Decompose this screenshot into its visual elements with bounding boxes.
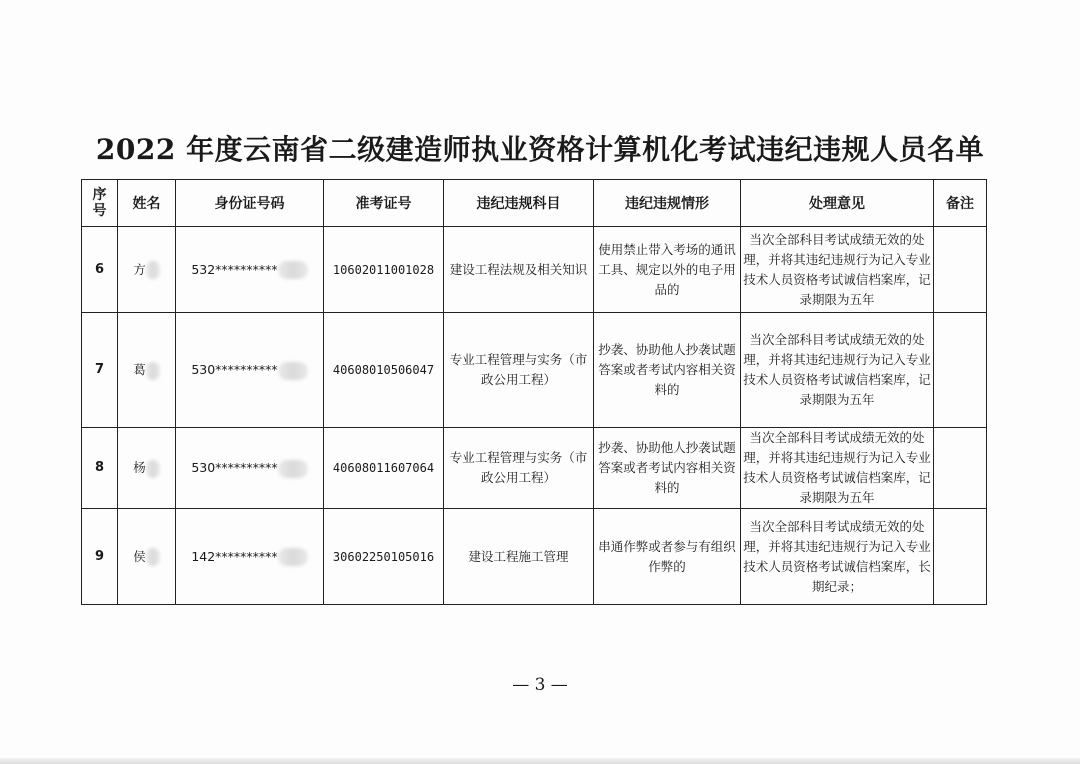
table-header-row: [82, 180, 987, 227]
scan-edge: [0, 758, 1080, 764]
row-remarks: [934, 428, 987, 509]
row-name: [118, 227, 176, 313]
header-situation: 违纪违规情形: [594, 180, 741, 227]
id-number-text: 532**********: [191, 261, 278, 277]
row-name: [118, 313, 176, 428]
page-number: — 3 —: [512, 675, 568, 695]
row-exam-ticket: 10602011001028: [324, 227, 444, 313]
name-text: 杨: [133, 460, 146, 475]
header-subject: 违纪违规科目: [444, 180, 594, 227]
row-exam-ticket: 40608011607064: [324, 428, 444, 509]
row-id-number: [176, 227, 324, 313]
redaction-blur: [146, 362, 160, 380]
row-seq: 9: [82, 509, 118, 605]
row-opinion: 当次全部科目考试成绩无效的处理，并将其违纪违规行为记入专业技术人员资格考试诚信档案库，记录期限为五年: [741, 313, 934, 428]
header-name: 姓名: [118, 180, 176, 227]
id-number-text: 530**********: [191, 460, 278, 475]
row-subject: 专业工程管理与实务（市政公用工程）: [444, 313, 594, 428]
row-situation: 抄袭、协助他人抄袭试题答案或者考试内容相关资料的: [594, 428, 741, 509]
row-subject: 专业工程管理与实务（市政公用工程）: [444, 428, 594, 509]
row-name: [118, 428, 176, 509]
name-text: 方: [133, 261, 146, 277]
row-situation: 使用禁止带入考场的通讯工具、规定以外的电子用品的: [594, 227, 741, 313]
id-number-text: 142**********: [191, 548, 278, 564]
header-seq-line1: 序: [92, 187, 107, 203]
redaction-blur: [146, 460, 160, 478]
row-seq: 7: [82, 313, 118, 428]
row-remarks: [934, 509, 987, 605]
violations-table: [81, 179, 987, 605]
row-name: [118, 509, 176, 605]
table-row: [82, 509, 987, 605]
redaction-blur: [146, 548, 160, 566]
redaction-blur: [278, 460, 308, 478]
name-text: 侯: [133, 548, 146, 564]
table-row: [82, 313, 987, 428]
header-opinion: 处理意见: [741, 180, 934, 227]
header-seq-line2: 号: [92, 203, 107, 219]
id-number-text: 530**********: [191, 362, 278, 377]
header-exam-ticket: 准考证号: [324, 180, 444, 227]
name-text: 葛: [133, 362, 146, 377]
row-seq: 8: [82, 428, 118, 509]
header-id-number: 身份证号码: [176, 180, 324, 227]
row-opinion: 当次全部科目考试成绩无效的处理，并将其违纪违规行为记入专业技术人员资格考试诚信档案库，长期纪录；: [741, 509, 934, 605]
redaction-blur: [278, 362, 308, 380]
row-id-number: [176, 428, 324, 509]
row-situation: 串通作弊或者参与有组织作弊的: [594, 509, 741, 605]
row-exam-ticket: 40608010506047: [324, 313, 444, 428]
redaction-blur: [278, 261, 308, 279]
table-row: [82, 227, 987, 313]
row-id-number: [176, 313, 324, 428]
header-remarks: 备注: [934, 180, 987, 227]
row-opinion: 当次全部科目考试成绩无效的处理，并将其违纪违规行为记入专业技术人员资格考试诚信档案库，记录期限为五年: [741, 227, 934, 313]
table-row: [82, 428, 987, 509]
row-subject: 建设工程法规及相关知识: [444, 227, 594, 313]
row-opinion: 当次全部科目考试成绩无效的处理，并将其违纪违规行为记入专业技术人员资格考试诚信档案库，记录期限为五年: [741, 428, 934, 509]
row-remarks: [934, 313, 987, 428]
header-seq: [82, 180, 118, 227]
redaction-blur: [278, 548, 308, 566]
row-remarks: [934, 227, 987, 313]
row-situation: 抄袭、协助他人抄袭试题答案或者考试内容相关资料的: [594, 313, 741, 428]
document-title: 2022 年度云南省二级建造师执业资格计算机化考试违纪违规人员名单: [95, 133, 985, 166]
row-seq: 6: [82, 227, 118, 313]
row-exam-ticket: 30602250105016: [324, 509, 444, 605]
redaction-blur: [146, 261, 160, 279]
row-id-number: [176, 509, 324, 605]
row-subject: 建设工程施工管理: [444, 509, 594, 605]
